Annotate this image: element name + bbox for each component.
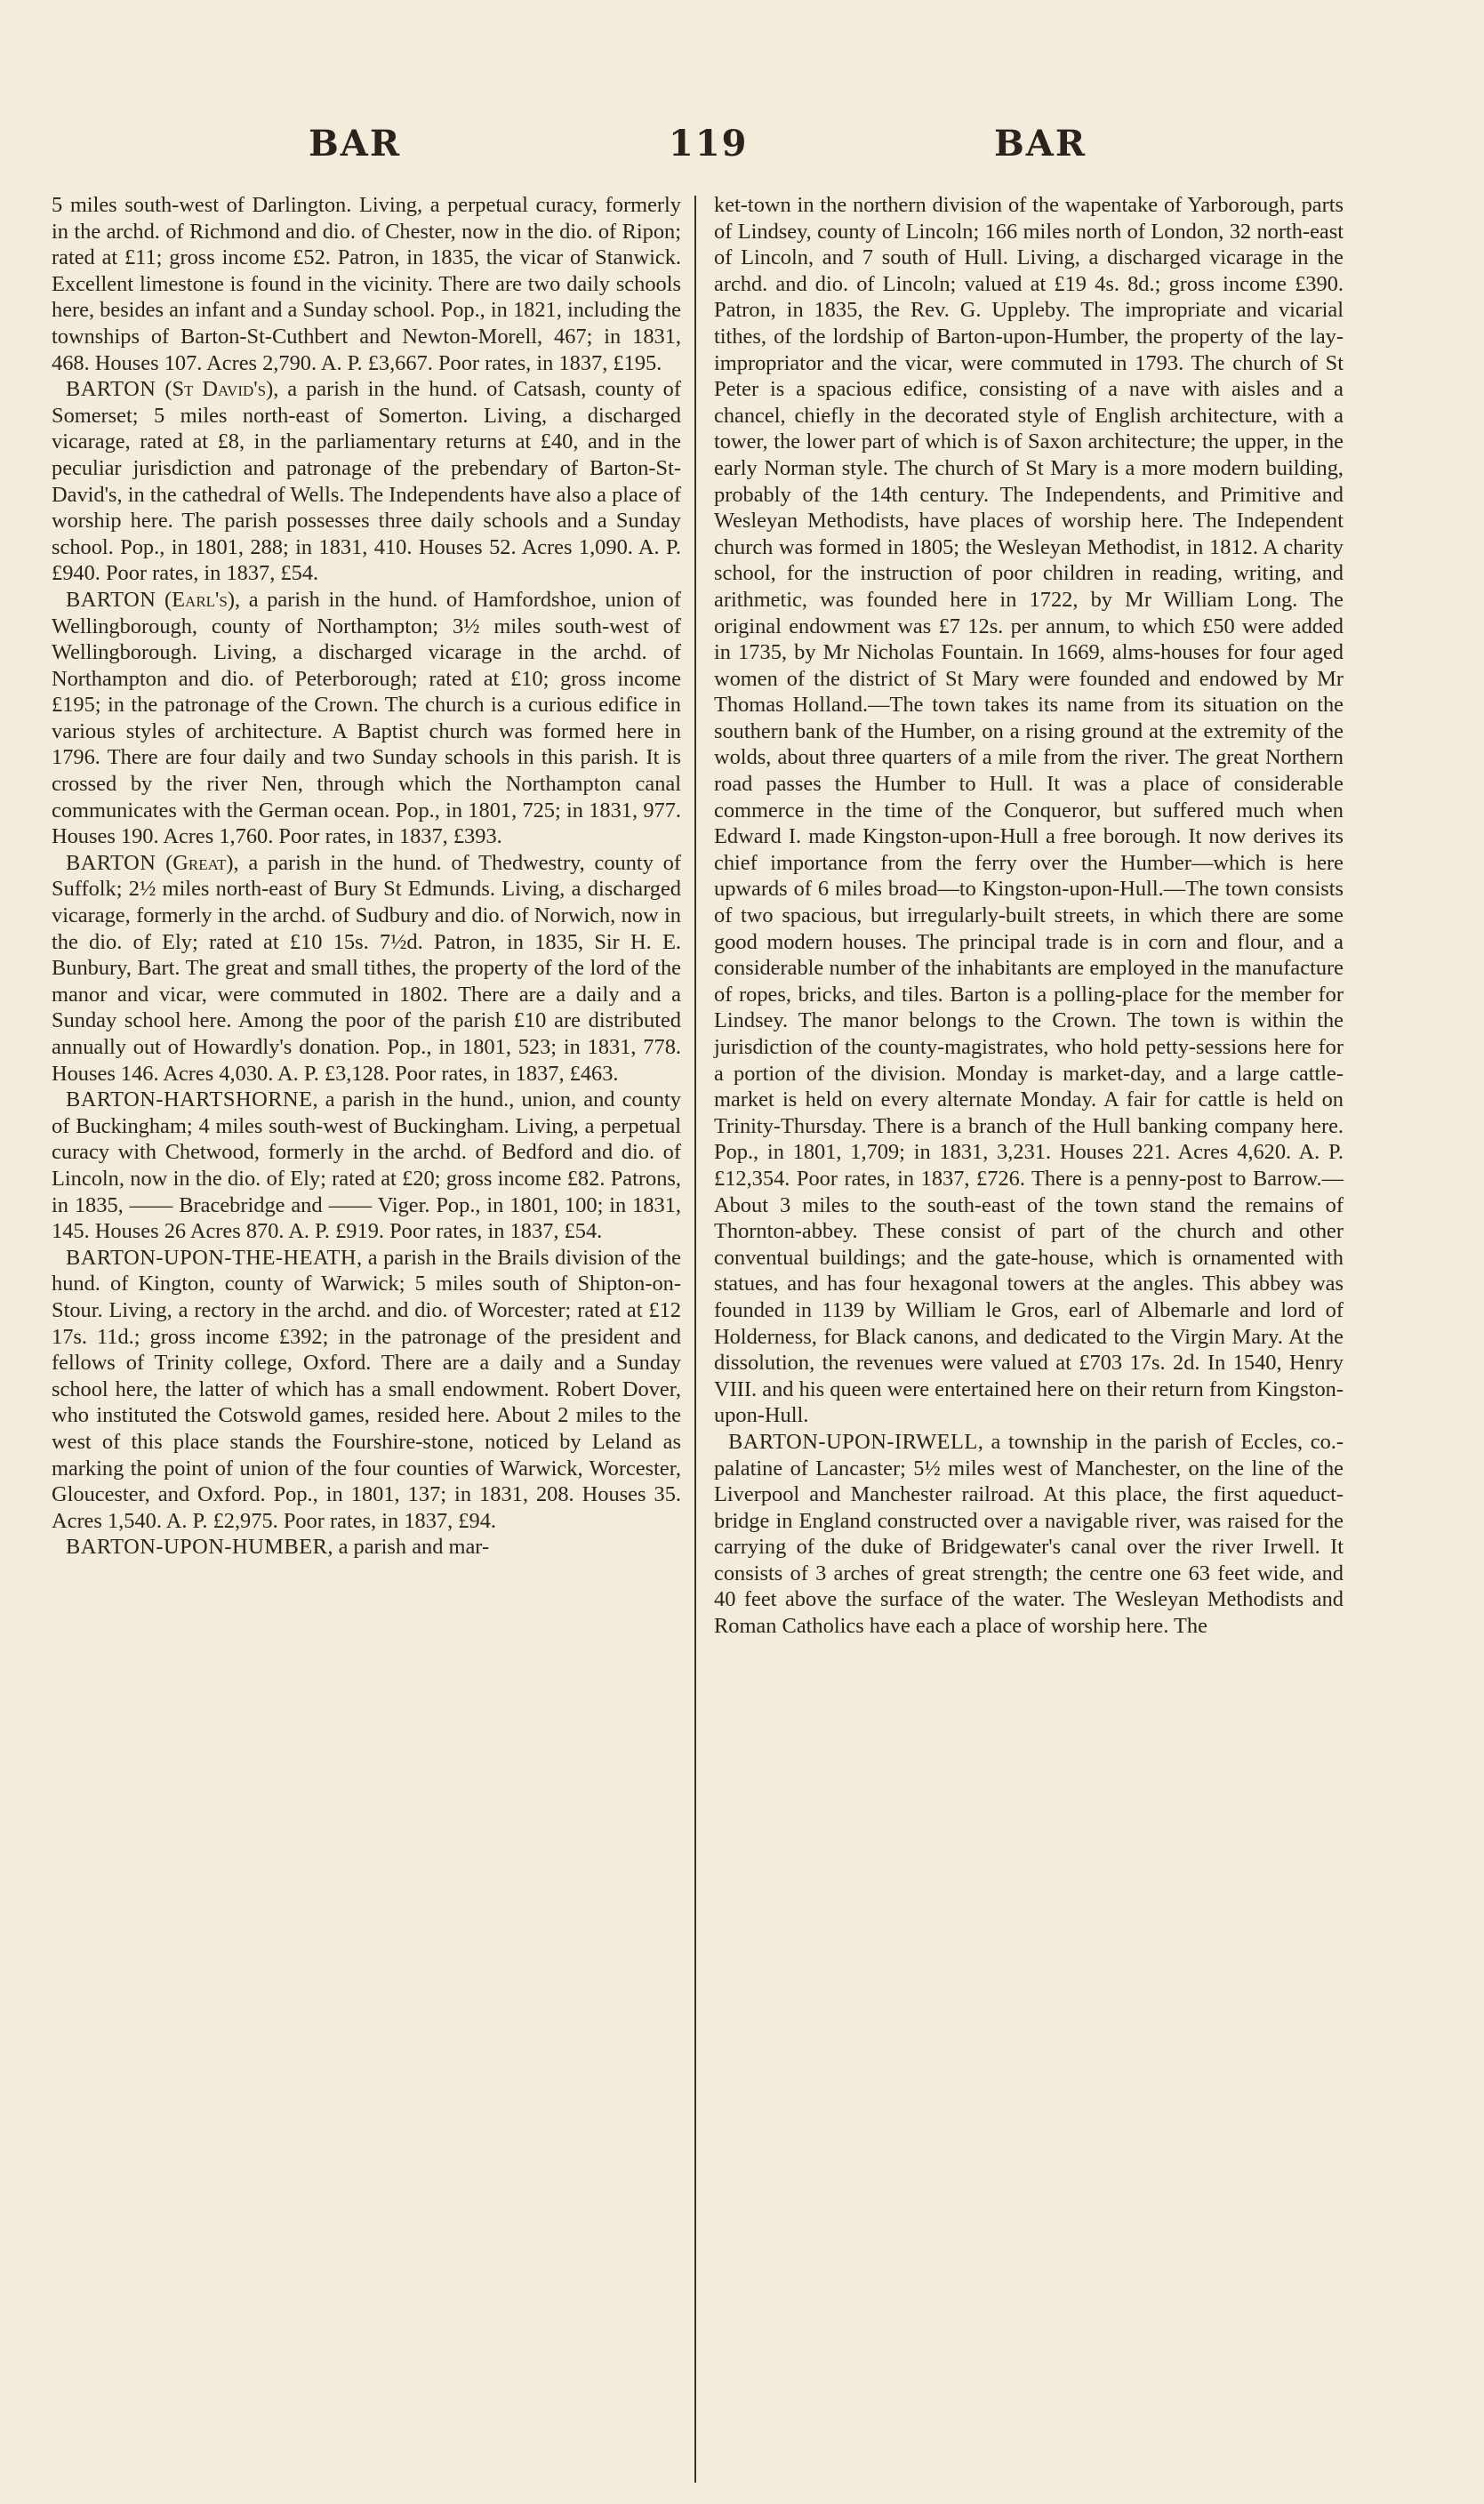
running-head-left: BAR <box>309 123 402 165</box>
running-head-right: BAR <box>994 123 1087 165</box>
entry <box>52 376 681 587</box>
page-number: 119 <box>669 123 749 165</box>
right-column <box>714 192 1344 1640</box>
entry-headword: BARTON-UPON-HUMBER <box>66 1535 328 1560</box>
entry-headword: BARTON <box>66 587 156 612</box>
column-divider <box>694 196 696 2483</box>
entry-text: , a parish in the hund. of Catsash, county of Somerset; 5 miles north-east of Somerton. Living, a discharged vicarage, rated at £8, in the parliamentary returns at £40, and in the peculiar jurisdiction and patronage of the prebendary of Barton-St-David's, in the cathedral of Wells. The Independents have also a place of worship here. The parish possesses three daily schools and a Sunday school. Pop., in 1801, 288; in 1831, 410. Houses 52. Acres 1,090. A. P. £940. Poor rates, in 1837, £54. <box>52 377 681 586</box>
entry-headword: BARTON-UPON-THE-HEATH <box>66 1245 357 1270</box>
entry-text: , a parish in the hund. of Hamfordshoe, union of Wellingborough, county of Northampton; 3½ miles south-west of Wellingborough. Living, a discharged vicarage in the archd. of Northampton and dio. of Peterborough; rated at £10; gross income £195; in the patronage of the Crown. The church is a curious edifice in various styles of architecture. A Baptist church was formed here in 1796. There are four daily and two Sunday schools in this parish. It is crossed by the river Nen, through which the Northampton canal communicates with the German ocean. Pop., in 1801, 725; in 1831, 977. Houses 190. Acres 1,760. Poor rates, in 1837, £393. <box>52 587 681 849</box>
entry-text: , a parish in the Brails division of the hund. of Kington, county of Warwick; 5 miles south of Shipton-on-Stour. Living, a rectory in the archd. and dio. of Worcester; rated at £12 17s. 11d.; gross income £392; in the patronage of the president and fellows of Trinity college, Oxford. There are a daily and a Sunday school here, the latter of which has a small endowment. Robert Dover, who instituted the Cotswold games, resided here. About 2 miles to the west of this place stands the Fourshire-stone, noticed by Leland as marking the point of union of the four counties of Warwick, Worcester, Gloucester, and Oxford. Pop., in 1801, 137; in 1831, 208. Houses 35. Acres 1,540. A. P. £2,975. Poor rates, in 1837, £94. <box>52 1245 681 1533</box>
entry-qualifier: (St David's) <box>164 377 274 402</box>
entry <box>714 1429 1344 1640</box>
entry-text: , a parish in the hund. of Thedwestry, county of Suffolk; 2½ miles north-east of Bury St Edmunds. Living, a discharged vicarage, formerly in the archd. of Sudbury and dio. of Norwich, now in the dio. of Ely; rated at £10 15s. 7½d. Patron, in 1835, Sir H. E. Bunbury, Bart. The great and small tithes, the property of the lord of the manor and vicar, were commuted in 1802. There are a daily and a Sunday school here. Among the poor of the parish £10 are distributed annually out of Howardly's donation. Pop., in 1801, 523; in 1831, 778. Houses 146. Acres 4,030. A. P. £3,128. Poor rates, in 1837, £463. <box>52 850 681 1086</box>
entry-text: ket-town in the northern division of the wapentake of Yarborough, parts of Lindsey, county of Lincoln; 166 miles north of London, 32 north-east of Lincoln, and 7 south of Hull. Living, a discharged vicarage in the archd. and dio. of Lincoln; valued at £19 4s. 8d.; gross income £390. Patron, in 1835, the Rev. G. Uppleby. The impropriate and vicarial tithes, of the lordship of Barton-upon-Humber, the property of the lay-impropriator and the vicar, were commuted in 1793. The church of St Peter is a spacious edifice, consisting of a nave with aisles and a chancel, chiefly in the decorated style of English architecture, with a tower, the lower part of which is of Saxon architecture; the upper, in the early Norman style. The church of St Mary is a more modern building, probably of the 14th century. The Independents, and Primitive and Wesleyan Methodists, have places of worship here. The Independent church was formed in 1805; the Wesleyan Methodist, in 1812. A charity school, for the instruction of poor children in reading, writing, and arithmetic, was founded here in 1722, by Mr William Long. The original endowment was £7 12s. per annum, to which £50 were added in 1735, by Mr Nicholas Fountain. In 1669, alms-houses for four aged women of the district of St Mary were founded and endowed by Mr Thomas Holland.—The town takes its name from its situation on the southern bank of the Humber, on a rising ground at the extremity of the wolds, about three quarters of a mile from the river. The great Northern road passes the Humber to Hull. It was a place of considerable commerce in the time of the Conqueror, but suffered much when Edward I. made Kingston-upon-Hull a free borough. It now derives its chief importance from the ferry over the Humber—which is here upwards of 6 miles broad—to Kingston-upon-Hull.—The town consists of two spacious, but irregularly-built streets, in which there are some good modern houses. The principal trade is in corn and flour, and a considerable number of the inhabitants are employed in the manufacture of ropes, bricks, and tiles. Barton is a polling-place for the member for Lindsey. The manor belongs to the Crown. The town is within the jurisdiction of the county-magistrates, who hold petty-sessions here for a portion of the division. Monday is market-day, and a large cattle-market is held on every alternate Monday. A fair for cattle is held on Trinity-Thursday. There is a branch of the Hull banking company here. Pop., in 1801, 1,709; in 1831, 3,231. Houses 221. Acres 4,620. A. P. £12,354. Poor rates, in 1837, £726. There is a penny-post to Barrow.—About 3 miles to the south-east of the town stand the remains of Thornton-abbey. These consist of part of the church and other conventual buildings; and the gate-house, which is ornamented with statues, and has four hexagonal towers at the angles. This abbey was founded in 1139 by William le Gros, earl of Albemarle and lord of Holderness, for Black canons, and dedicated to the Virgin Mary. At the dissolution, the revenues were valued at £703 17s. 2d. In 1540, Henry VIII. and his queen were entertained here on their return from Kingston-upon-Hull. <box>714 193 1344 1428</box>
entry-text: , a parish and mar- <box>327 1535 490 1560</box>
entry-headword: BARTON <box>66 377 156 402</box>
entry <box>52 850 681 1087</box>
left-column <box>52 192 681 1561</box>
entry <box>52 1087 681 1245</box>
entry <box>52 587 681 850</box>
entry <box>52 1534 681 1561</box>
entry-headword: BARTON <box>66 850 156 875</box>
entry <box>714 192 1344 1429</box>
entry-qualifier: (Earl's) <box>164 587 236 612</box>
entry-text: , a township in the parish of Eccles, co.-palatine of Lancaster; 5½ miles west of Manchester, on the line of the Liverpool and Manchester railroad. At this place, the first aqueduct-bridge in England constructed over a navigable river, was raised for the carrying of the duke of Bridgewater's canal over the river Irwell. It consists of 3 arches of great strength; the centre one 63 feet wide, and 40 feet above the surface of the water. The Wesleyan Methodists and Roman Catholics have each a place of worship here. The <box>714 1429 1344 1639</box>
entry <box>52 192 681 376</box>
entry-headword: BARTON-HARTSHORNE <box>66 1087 313 1112</box>
entry <box>52 1245 681 1535</box>
entry-qualifier: (Great) <box>165 850 234 875</box>
entry-text: , a parish in the hund., union, and county of Buckingham; 4 miles south-west of Buckingham. Living, a perpetual curacy with Chetwood, formerly in the archd. of Bedford and dio. of Lincoln, now in the dio. of Ely; rated at £20; gross income £82. Patrons, in 1835, —— Bracebridge and —— Viger. Pop., in 1801, 100; in 1831, 145. Houses 26 Acres 870. A. P. £919. Poor rates, in 1837, £54. <box>52 1087 681 1244</box>
entry-text: 5 miles south-west of Darlington. Living, a perpetual curacy, formerly in the archd. of Richmond and dio. of Chester, now in the dio. of Ripon; rated at £11; gross income £52. Patron, in 1835, the vicar of Stanwick. Excellent limestone is found in the vicinity. There are two daily schools here, besides an infant and a Sunday school. Pop., in 1821, including the townships of Barton-St-Cuthbert and Newton-Morell, 467; in 1831, 468. Houses 107. Acres 2,790. A. P. £3,667. Poor rates, in 1837, £195. <box>52 193 681 375</box>
entry-headword: BARTON-UPON-IRWELL <box>728 1429 978 1454</box>
